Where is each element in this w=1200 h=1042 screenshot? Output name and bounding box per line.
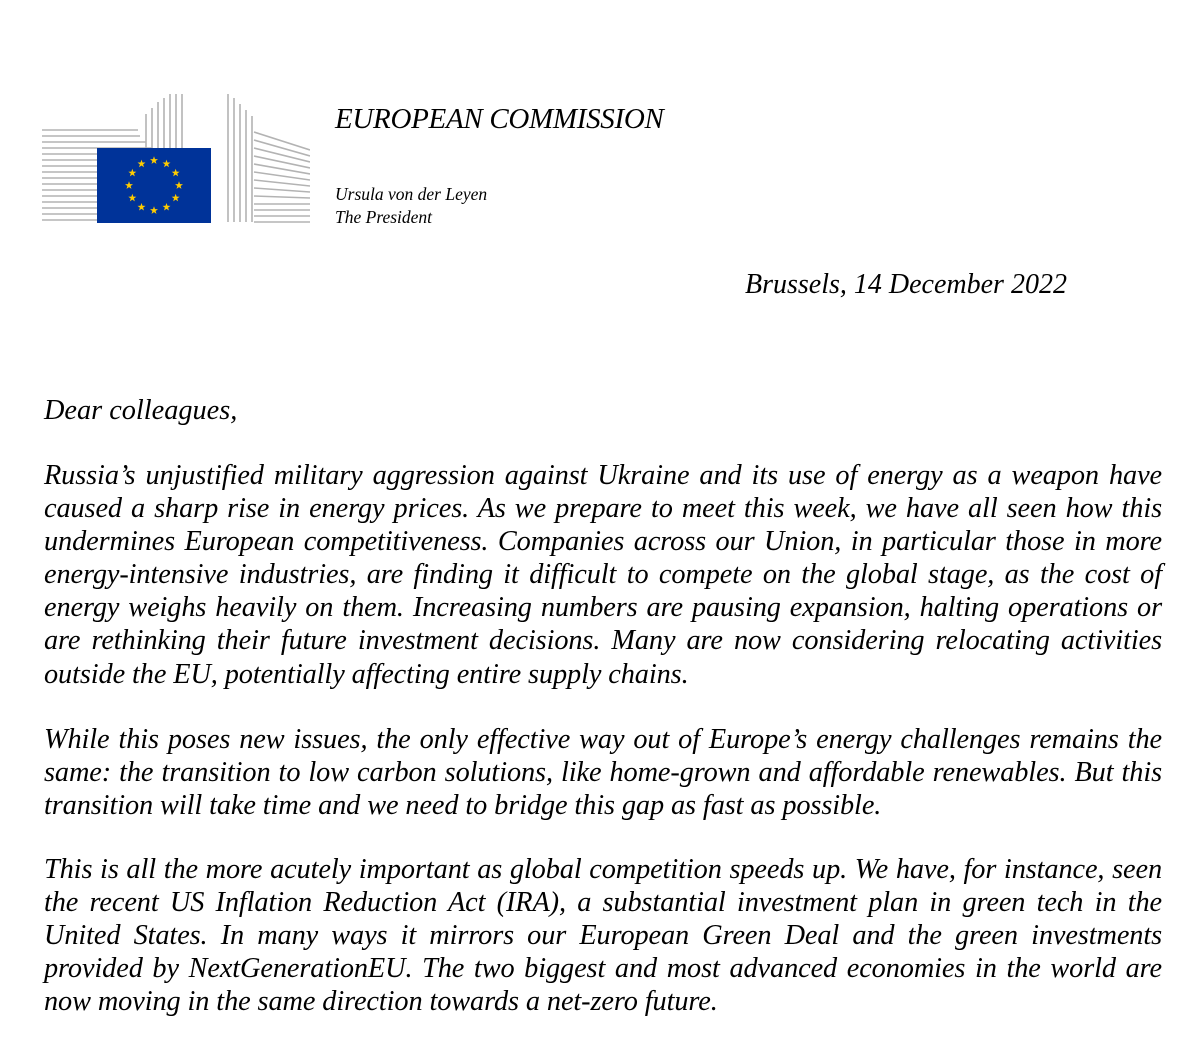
organization-name: EUROPEAN COMMISSION <box>335 103 664 135</box>
paragraph-1: Russia’s unjustified military aggression against Ukraine and its use of energy as a weapon have caused a sharp rise in energy prices. As we prepare to meet this week, we have all seen how this undermines European competitiveness. Companies across our Union, in particular those in more energy-intensive industries, are finding it difficult to compete on the global stage, as the cost of energy weighs heavily on them. Increasing numbers are pausing expansion, halting operations or are rethinking their future investment decisions. Many are now considering relocating activities outside the EU, potentially affecting entire supply chains. <box>44 460 1162 690</box>
date-line: Brussels, 14 December 2022 <box>745 269 1067 300</box>
logo-graphic <box>42 92 310 226</box>
european-commission-logo-icon <box>42 92 310 226</box>
salutation: Dear colleagues, <box>44 395 238 426</box>
sender-name: Ursula von der Leyen <box>335 184 488 204</box>
paragraph-3: This is all the more acutely important as global competition speeds up. We have, for instance, seen the recent US Inflation Reduction Act (IRA), a substantial investment plan in green tech in the United States. In many ways it mirrors our European Green Deal and the green investments provided by NextGenerationEU. The two biggest and most advanced economies in the world are now moving in the same direction towards a net-zero future. <box>44 854 1162 1018</box>
paragraph-2: While this poses new issues, the only effective way out of Europe’s energy challenges remains the same: the transition to low carbon solutions, like home-grown and affordable renewables. But this transition will take time and we need to bridge this gap as fast as possible. <box>44 724 1162 822</box>
sender-title: The President <box>335 207 433 227</box>
